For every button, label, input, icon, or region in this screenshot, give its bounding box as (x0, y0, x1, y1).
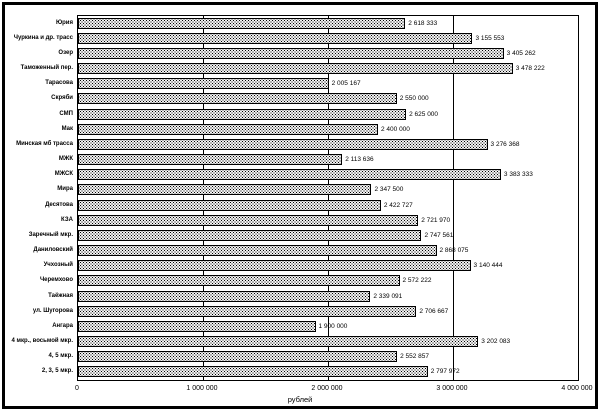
bar-row (78, 305, 578, 320)
bar-row (78, 335, 578, 350)
category-label: Учхозный (43, 262, 73, 269)
bar[interactable] (78, 351, 397, 362)
bar-row (78, 290, 578, 305)
bar-value-label: 2 347 500 (374, 186, 404, 194)
category-label: Даниловский (33, 247, 73, 253)
bar-row (78, 183, 578, 198)
category-label: КЗА (61, 216, 73, 223)
bar[interactable] (78, 230, 421, 241)
bar[interactable] (78, 139, 488, 150)
bar-value-label: 2 868 075 (439, 247, 469, 254)
bar-row (78, 108, 578, 123)
bar-row (78, 138, 578, 153)
bar-row (78, 77, 578, 92)
category-label: Ангара (52, 322, 73, 329)
bar-value-label: 3 276 368 (490, 140, 520, 148)
bar-value-label: 3 202 083 (481, 338, 511, 345)
bar-value-label: 2 422 727 (383, 201, 413, 209)
bar-value-label: 3 478 222 (515, 65, 545, 72)
category-label: ул. Шугорова (32, 307, 73, 314)
bar-value-label: 2 721 970 (421, 216, 451, 224)
bar-row (78, 92, 578, 107)
bar[interactable] (78, 321, 316, 332)
bar[interactable] (78, 215, 418, 226)
plot-inner (78, 16, 578, 380)
bar-row (78, 365, 578, 380)
bar-row (78, 47, 578, 62)
bar[interactable] (78, 275, 400, 286)
category-label: Озер (58, 49, 73, 56)
bar-value-label: 2 400 000 (381, 125, 410, 133)
category-label: СМП (59, 110, 73, 117)
bar[interactable] (78, 291, 370, 302)
bar[interactable] (78, 93, 397, 104)
bar-value-label: 2 113 636 (345, 156, 374, 163)
chart-outer-frame (2, 2, 598, 409)
bar-row (78, 17, 578, 32)
bar-value-label: 3 405 262 (506, 49, 536, 57)
bar[interactable] (78, 366, 428, 377)
category-label: 4 мкр., восьмой мкр. (11, 338, 73, 344)
plot-area (77, 15, 579, 381)
bar-row (78, 259, 578, 274)
bar[interactable] (78, 48, 504, 59)
category-label: Юрия (55, 19, 73, 26)
gridline (578, 16, 579, 380)
bar-value-label: 2 625 000 (409, 110, 439, 118)
bar-value-label: 2 797 972 (430, 368, 460, 376)
bar-value-label: 2 550 000 (399, 95, 429, 103)
category-label: МЖСК (54, 171, 73, 178)
category-label: Минская мб трасса (16, 140, 73, 147)
bar-value-label: 3 383 333 (503, 171, 533, 179)
bar-value-label: 2 747 561 (424, 231, 454, 239)
bar-row (78, 320, 578, 335)
category-label: Таёжная (48, 292, 73, 299)
category-label: Тарасова (45, 80, 73, 87)
bar-value-label: 2 339 091 (373, 292, 403, 300)
bar-value-label: 2 552 857 (400, 353, 430, 361)
bar[interactable] (78, 184, 371, 195)
category-label: Скряби (51, 95, 73, 102)
bar-value-label: 2 572 222 (402, 277, 432, 285)
category-label: МЖК (58, 156, 73, 162)
bar-value-label: 2 005 167 (331, 80, 361, 88)
bar[interactable] (78, 154, 342, 165)
bar-row (78, 350, 578, 365)
bar-row (78, 229, 578, 244)
bar-row (78, 244, 578, 259)
category-label: Мак (61, 125, 73, 132)
bar-row (78, 199, 578, 214)
category-label: Чуркина и др. трасс (13, 34, 73, 41)
bar[interactable] (78, 200, 381, 211)
category-label: 4, 5 мкр. (48, 353, 73, 360)
bar-row (78, 32, 578, 47)
x-tick-label: 0 (75, 385, 79, 392)
x-axis-title: рублей (287, 395, 313, 404)
category-label: Десятова (45, 201, 73, 208)
x-tick-label: 1 000 000 (186, 385, 218, 392)
bar[interactable] (78, 63, 513, 74)
bar[interactable] (78, 18, 405, 29)
bar-row (78, 153, 578, 168)
bar[interactable] (78, 78, 329, 89)
bar-value-label: 2 706 667 (419, 307, 449, 315)
bar[interactable] (78, 124, 378, 135)
bar-value-label: 3 155 553 (475, 34, 505, 42)
bar[interactable] (78, 260, 471, 271)
bar-value-label: 2 618 333 (408, 19, 438, 27)
x-tick-label: 4 000 000 (561, 385, 593, 392)
bar[interactable] (78, 245, 437, 256)
category-axis (5, 15, 73, 381)
category-label: Мира (57, 186, 73, 193)
category-label: 2, 3, 5 мкр. (41, 368, 73, 375)
bar-row (78, 214, 578, 229)
bar-row (78, 62, 578, 77)
category-label: Заречный мкр. (28, 231, 73, 238)
bar[interactable] (78, 306, 416, 317)
bar[interactable] (78, 33, 472, 44)
x-tick-label: 2 000 000 (311, 385, 343, 392)
category-label: Черемхово (39, 277, 73, 284)
bar[interactable] (78, 109, 406, 120)
bar-value-label: 1 900 000 (318, 322, 348, 330)
bar[interactable] (78, 169, 501, 180)
bar[interactable] (78, 336, 478, 347)
bar-value-label: 3 140 444 (473, 262, 503, 270)
bar-row (78, 168, 578, 183)
bar-row (78, 123, 578, 138)
bar-row (78, 274, 578, 289)
category-label: Таможенный пер. (20, 65, 73, 71)
x-tick-label: 3 000 000 (436, 385, 468, 392)
